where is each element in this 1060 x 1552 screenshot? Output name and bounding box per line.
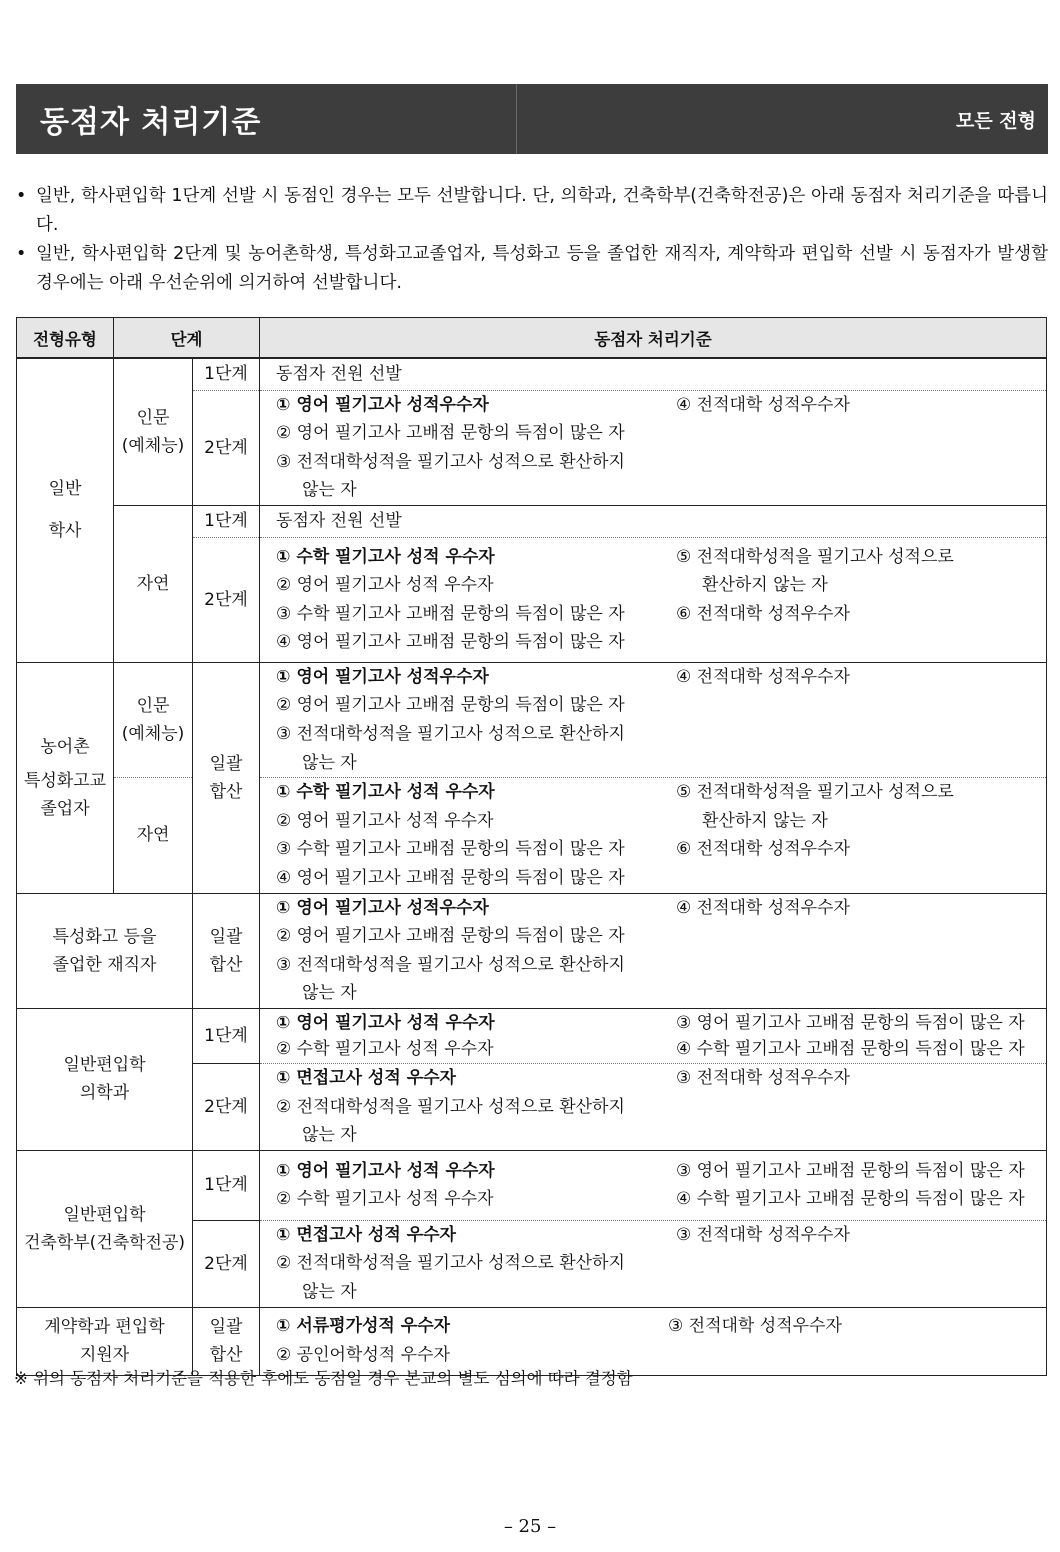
criteria-cell	[260, 662, 1047, 777]
criteria-item: ③ 전적대학성적을 필기고사 성적으로 환산하지	[276, 451, 625, 472]
stage-cell: 1단계	[193, 505, 260, 537]
criteria-grid	[276, 1312, 1046, 1369]
criteria-item: ④ 전적대학 성적우수자	[676, 666, 850, 687]
stage-cell: 1단계	[193, 358, 260, 390]
criteria-item: ⑥ 전적대학 성적우수자	[676, 839, 850, 860]
criteria-item: ① 영어 필기고사 성적 우수자	[276, 1013, 495, 1033]
type-label: 졸업한 재직자	[52, 954, 157, 975]
table-row	[17, 358, 1047, 390]
criteria-cell	[260, 390, 1047, 505]
criteria-item: ③ 전적대학 성적우수자	[676, 1224, 850, 1245]
stage-label: 일괄	[209, 1317, 243, 1338]
track-sub-label: (예체능)	[121, 435, 185, 456]
criteria-item: ① 영어 필기고사 성적우수자	[276, 666, 489, 687]
criteria-grid	[276, 1010, 1046, 1062]
header-stage: 단계	[114, 318, 260, 359]
criteria-cell	[260, 1220, 1047, 1307]
track-label: 인문	[136, 407, 170, 428]
table-row	[17, 1009, 1047, 1064]
section-header	[16, 84, 1048, 154]
section-tag: 모든 전형	[955, 109, 1036, 132]
type-label: 졸업자	[40, 798, 90, 819]
stage-label: 합산	[209, 1345, 243, 1366]
criteria-item: ② 전적대학성적을 필기고사 성적으로 환산하지	[276, 1253, 625, 1274]
type-worker	[17, 893, 193, 1008]
criteria-item: ② 공인어학성적 우수자	[276, 1345, 450, 1366]
criteria-item: ② 영어 필기고사 고배점 문항의 득점이 많은 자	[276, 695, 625, 716]
type-label: 일반	[48, 479, 82, 500]
criteria-item: ⑥ 전적대학 성적우수자	[676, 603, 850, 624]
criteria-grid	[276, 391, 1046, 505]
criteria-grid	[276, 663, 1046, 777]
bullet-list	[14, 182, 1048, 298]
criteria-item: ④ 전적대학 성적우수자	[676, 394, 850, 415]
criteria-item: ④ 전적대학 성적우수자	[676, 897, 850, 918]
criteria-item: ① 영어 필기고사 성적우수자	[276, 897, 489, 918]
criteria-item: ④ 영어 필기고사 고배점 문항의 득점이 많은 자	[276, 632, 625, 653]
type-label: 의학과	[79, 1083, 130, 1104]
table-header-row	[17, 318, 1047, 359]
criteria-item: ③ 전적대학성적을 필기고사 성적으로 환산하지	[276, 724, 625, 745]
criteria-cell	[260, 893, 1047, 1008]
stage-label: 일괄	[209, 753, 243, 774]
criteria-item: 않는 자	[302, 480, 357, 501]
criteria-grid	[276, 778, 1046, 892]
stage-cell	[193, 662, 260, 893]
type-label: 건축학부(건축학전공)	[23, 1232, 186, 1253]
section-header-right	[517, 84, 1048, 154]
type-label: 일반편입학	[63, 1055, 146, 1076]
criteria-item: 환산하지 않는 자	[702, 810, 828, 831]
bullet-item: • 일반, 학사편입학 1단계 선발 시 동점인 경우는 모두 선발합니다. 단, 의학과, 건축학부(건축학전공)은 아래 동점자 처리기준을 따릅니다.	[14, 182, 1048, 240]
header-criteria: 동점자 처리기준	[260, 318, 1047, 359]
criteria-item: ② 전적대학성적을 필기고사 성적으로 환산하지	[276, 1096, 625, 1117]
stage-cell: 1단계	[193, 1009, 260, 1064]
table-row	[17, 893, 1047, 1008]
header-type: 전형유형	[17, 318, 114, 359]
criteria-item: ① 수학 필기고사 성적 우수자	[276, 782, 495, 803]
track-sub-label: (예체능)	[121, 724, 185, 745]
criteria-item: 환산하지 않는 자	[702, 575, 828, 596]
criteria-item: ⑤ 전적대학성적을 필기고사 성적으로	[676, 782, 954, 803]
criteria-item: 않는 자	[302, 1125, 357, 1146]
criteria-item: ① 면접고사 성적 우수자	[276, 1224, 456, 1245]
type-label: 특성화고교	[23, 770, 107, 791]
stage-cell: 2단계	[193, 1220, 260, 1307]
criteria-item: ③ 수학 필기고사 고배점 문항의 득점이 많은 자	[276, 839, 625, 860]
stage-cell: 2단계	[193, 1064, 260, 1151]
criteria-grid	[276, 1064, 1046, 1150]
criteria-item: ③ 영어 필기고사 고배점 문항의 득점이 많은 자	[676, 1160, 1025, 1181]
criteria-item: ① 서류평가성적 우수자	[276, 1316, 451, 1337]
criteria-item: ③ 전적대학 성적우수자	[668, 1316, 842, 1337]
section-title: 동점자 처리기준	[40, 105, 262, 140]
criteria-item: 않는 자	[302, 1281, 357, 1302]
criteria-item: 않는 자	[302, 752, 357, 773]
criteria-cell	[260, 1064, 1047, 1151]
criteria-cell	[260, 778, 1047, 893]
type-label: 농어촌	[40, 736, 90, 757]
criteria-item: ③ 영어 필기고사 고배점 문항의 득점이 많은 자	[676, 1013, 1025, 1033]
criteria-cell	[260, 1009, 1047, 1064]
table-row	[17, 662, 1047, 777]
criteria-item: ② 영어 필기고사 고배점 문항의 득점이 많은 자	[276, 423, 625, 444]
criteria-item: ② 수학 필기고사 성적 우수자	[276, 1039, 494, 1059]
criteria-cell: 동점자 전원 선발	[260, 505, 1047, 537]
bullet-item: • 일반, 학사편입학 2단계 및 농어촌학생, 특성화고교졸업자, 특성화고 등을 졸업한 재직자, 계약학과 편입학 선발 시 동점자가 발생할 경우에는 아래 우선순위에 의거하여 선발합니다.	[14, 240, 1048, 298]
criteria-grid	[276, 1221, 1046, 1307]
criteria-item: ① 수학 필기고사 성적 우수자	[276, 546, 495, 567]
criteria-grid	[276, 1157, 1046, 1214]
type-rural	[17, 662, 114, 893]
criteria-item: ③ 전적대학 성적우수자	[676, 1068, 850, 1088]
stage-cell	[193, 893, 260, 1008]
track-natural: 자연	[114, 778, 193, 893]
criteria-item: ④ 수학 필기고사 고배점 문항의 득점이 많은 자	[676, 1039, 1025, 1059]
criteria-item: ② 영어 필기고사 고배점 문항의 득점이 많은 자	[276, 926, 625, 947]
criteria-item: ① 영어 필기고사 성적 우수자	[276, 1160, 495, 1181]
stage-label: 합산	[209, 954, 243, 975]
table-row	[17, 778, 1047, 893]
criteria-item: ② 수학 필기고사 성적 우수자	[276, 1189, 494, 1210]
type-label: 특성화고 등을	[52, 926, 157, 947]
table-row	[17, 1150, 1047, 1220]
track-natural: 자연	[114, 505, 193, 662]
type-label: 학사	[48, 521, 82, 542]
criteria-item: ① 영어 필기고사 성적우수자	[276, 394, 489, 415]
stage-label: 일괄	[209, 926, 243, 947]
criteria-item: ③ 전적대학성적을 필기고사 성적으로 환산하지	[276, 954, 625, 975]
section-header-left	[16, 84, 517, 154]
type-medical	[17, 1009, 193, 1151]
criteria-item: ② 영어 필기고사 성적 우수자	[276, 575, 494, 596]
criteria-item: 않는 자	[302, 983, 357, 1004]
stage-label: 합산	[209, 781, 243, 802]
type-architecture	[17, 1150, 193, 1307]
page-number: – 25 –	[503, 1516, 557, 1537]
criteria-item: ⑤ 전적대학성적을 필기고사 성적으로	[676, 546, 954, 567]
type-general	[17, 358, 114, 662]
tiebreak-table	[16, 317, 1047, 1376]
footnote: ※ 위의 동점자 처리기준을 적용한 후에도 동점일 경우 본교의 별도 심의에 따라 결정함	[14, 1369, 633, 1388]
stage-cell: 1단계	[193, 1150, 260, 1220]
criteria-item: ④ 수학 필기고사 고배점 문항의 득점이 많은 자	[676, 1189, 1025, 1210]
track-humanities	[114, 358, 193, 505]
type-label: 일반편입학	[63, 1204, 146, 1225]
type-label: 지원자	[79, 1345, 130, 1366]
track-humanities	[114, 662, 193, 777]
criteria-grid	[276, 543, 1046, 657]
criteria-item: ③ 수학 필기고사 고배점 문항의 득점이 많은 자	[276, 603, 625, 624]
track-label: 인문	[136, 696, 170, 717]
type-label: 계약학과 편입학	[44, 1317, 165, 1338]
criteria-cell	[260, 1150, 1047, 1220]
criteria-grid	[276, 894, 1046, 1008]
stage-cell: 2단계	[193, 390, 260, 505]
criteria-item: ② 영어 필기고사 성적 우수자	[276, 810, 494, 831]
criteria-item: ④ 영어 필기고사 고배점 문항의 득점이 많은 자	[276, 868, 625, 889]
stage-cell: 2단계	[193, 537, 260, 662]
criteria-item: ① 면접고사 성적 우수자	[276, 1068, 456, 1088]
criteria-cell: 동점자 전원 선발	[260, 358, 1047, 390]
table-row	[17, 505, 1047, 537]
criteria-cell	[260, 537, 1047, 662]
